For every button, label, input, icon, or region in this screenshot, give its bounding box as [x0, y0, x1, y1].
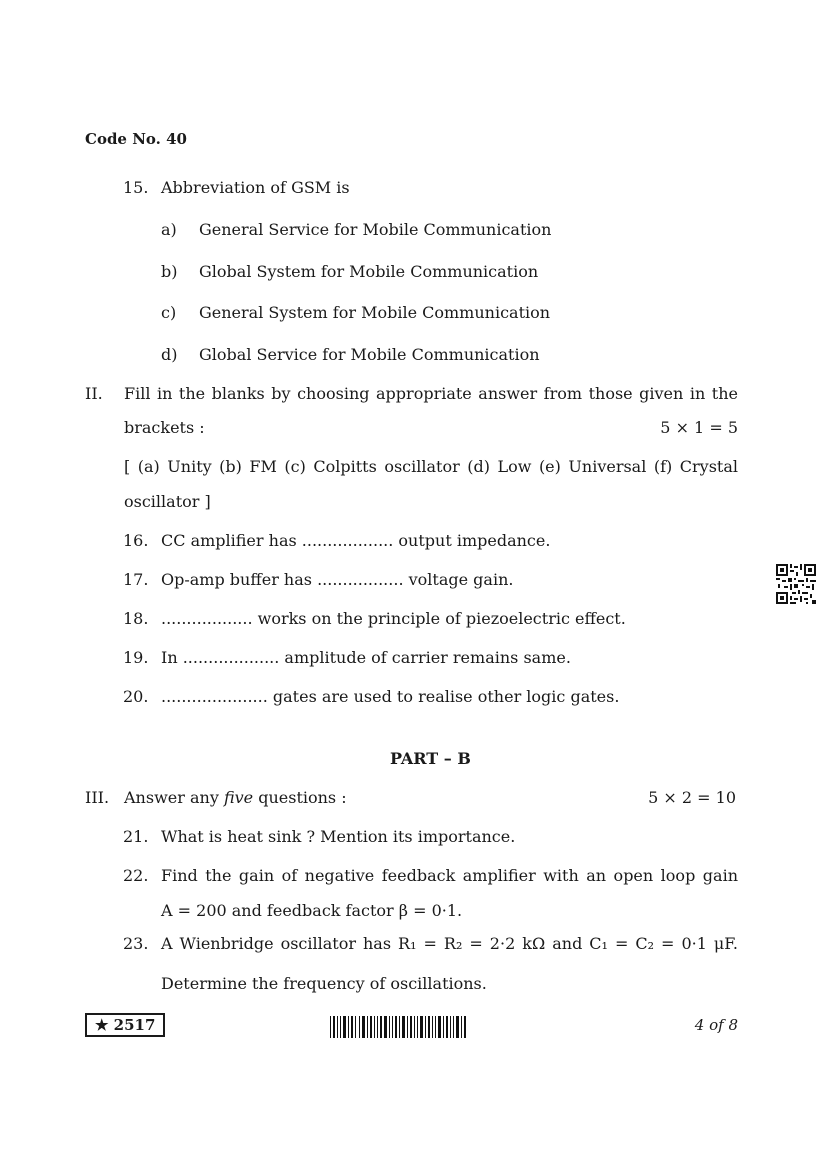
question-number: 20.	[123, 687, 149, 706]
qr-code-icon	[776, 564, 816, 604]
question-text: Abbreviation of GSM is	[161, 178, 350, 197]
option-text: Global Service for Mobile Communication	[199, 345, 540, 364]
question-number: 17.	[123, 570, 149, 589]
option-label: b)	[161, 262, 178, 281]
question-number: 21.	[123, 827, 149, 846]
section-marks: 5 × 2 = 10	[648, 788, 736, 807]
option-label: a)	[161, 220, 177, 239]
question-number: 19.	[123, 648, 149, 667]
answer-choices-cont: oscillator ]	[124, 492, 211, 511]
question-number: 18.	[123, 609, 149, 628]
section-number: II.	[85, 384, 103, 403]
question-text: In ................... amplitude of carrier remains same.	[161, 648, 571, 667]
option-text: General System for Mobile Communication	[199, 303, 551, 322]
part-title: PART – B	[390, 749, 471, 768]
option-text: General Service for Mobile Communication	[199, 220, 552, 239]
barcode-icon	[330, 1016, 466, 1038]
question-text-cont: A = 200 and feedback factor β = 0·1.	[161, 901, 463, 920]
code-number: Code No. 40	[85, 130, 187, 148]
section-marks: 5 × 1 = 5	[660, 418, 738, 437]
answer-choices: [ (a) Unity (b) FM (c) Colpitts oscillator (d) Low (e) Universal (f) Crystal	[124, 457, 738, 476]
page-number: 4 of 8	[694, 1016, 738, 1034]
question-text: CC amplifier has .................. output impedance.	[161, 531, 551, 550]
question-number: 22.	[123, 866, 149, 885]
question-text: A Wienbridge oscillator has R₁ = R₂ = 2·2 kΩ and C₁ = C₂ = 0·1 μF.	[161, 934, 738, 953]
section-number: III.	[85, 788, 110, 807]
paper-code-box: ★ 2517	[85, 1013, 165, 1037]
question-number: 15.	[123, 178, 149, 197]
section-instruction-cont: brackets :	[124, 418, 205, 437]
question-number: 16.	[123, 531, 149, 550]
section-instruction: Fill in the blanks by choosing appropriate answer from those given in the	[124, 384, 738, 403]
question-text: Op-amp buffer has ................. voltage gain.	[161, 570, 514, 589]
option-label: d)	[161, 345, 178, 364]
option-text: Global System for Mobile Communication	[199, 262, 539, 281]
question-number: 23.	[123, 934, 149, 953]
question-text: What is heat sink ? Mention its importance.	[161, 827, 516, 846]
option-label: c)	[161, 303, 177, 322]
question-text-cont: Determine the frequency of oscillations.	[161, 974, 487, 993]
question-text: ..................... gates are used to realise other logic gates.	[161, 687, 620, 706]
section-instruction: Answer any five questions :	[124, 788, 347, 807]
question-text: Find the gain of negative feedback amplifier with an open loop gain	[161, 866, 738, 885]
question-text: .................. works on the principle of piezoelectric effect.	[161, 609, 626, 628]
